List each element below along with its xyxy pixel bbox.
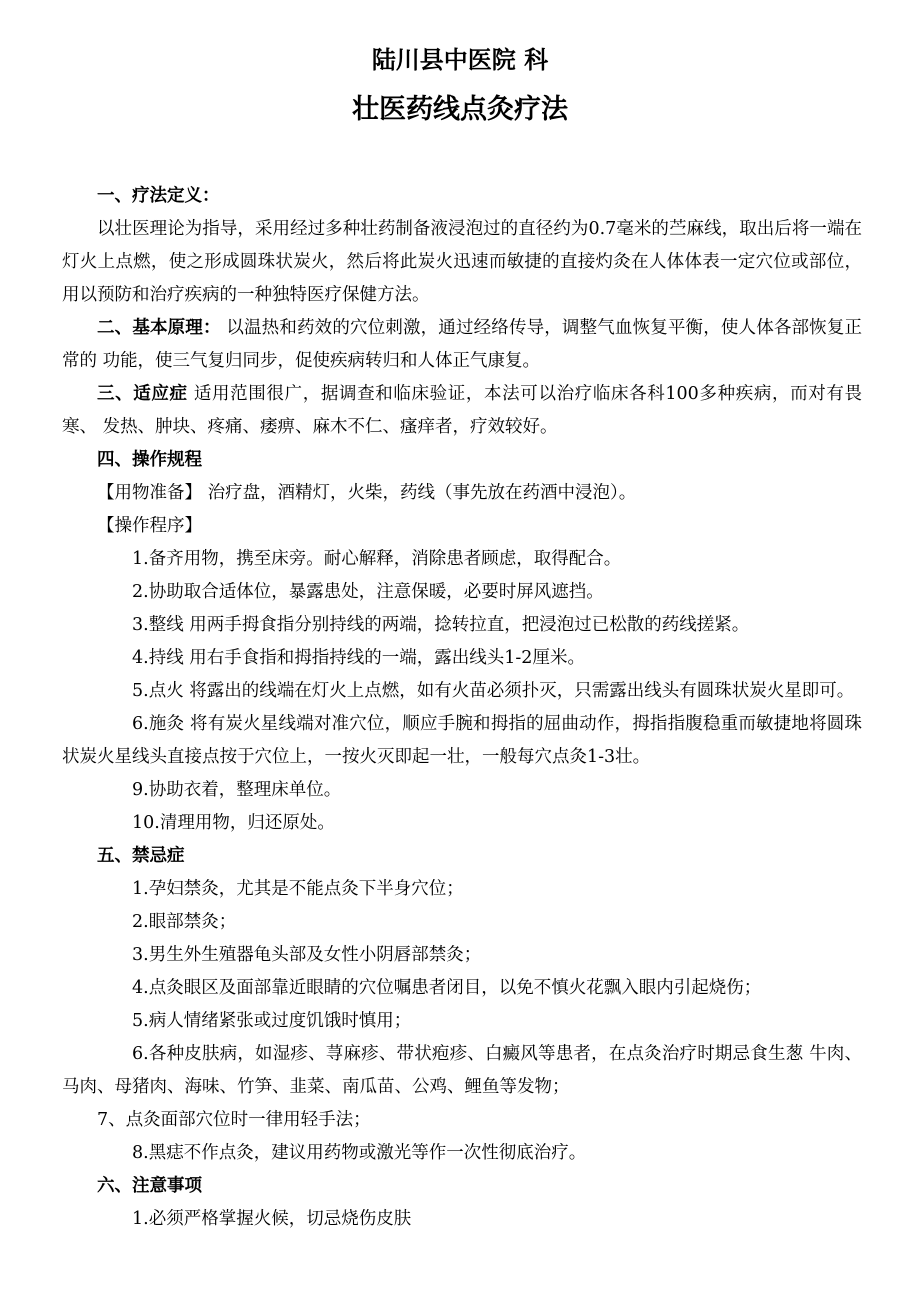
step-number: 6. <box>132 714 149 734</box>
step-number: 1. <box>132 549 149 569</box>
list-item <box>62 873 862 906</box>
item-text: 各种皮肤病，如湿疹、荨麻疹、带状疱疹、白癜风等患者，在点灸治疗时期忌食生葱 牛肉、马肉、母猪肉、海味、竹笋、韭菜、南瓜苗、公鸡、鲤鱼等发物； <box>62 1044 862 1097</box>
section-heading-procedure: 四、操作规程 <box>97 450 202 470</box>
materials-text: 治疗盘，酒精灯，火柴，药线（事先放在药酒中浸泡）。 <box>202 483 637 503</box>
hospital-title: 陆川县中医院 科 <box>371 46 549 74</box>
list-item <box>62 1137 862 1170</box>
list-item <box>62 774 862 807</box>
principle-paragraph <box>62 312 862 378</box>
list-item <box>62 1203 862 1236</box>
list-item <box>62 609 862 642</box>
materials-label: 【用物准备】 <box>97 483 202 503</box>
list-item <box>62 1104 862 1137</box>
item-text: 病人情绪紧张或过度饥饿时慎用； <box>148 1011 412 1031</box>
page-title: 壮医药线点灸疗法 <box>352 94 568 125</box>
item-text: 点灸面部穴位时一律用轻手法； <box>125 1110 371 1130</box>
step-number: 4. <box>132 648 149 668</box>
list-item <box>62 1005 862 1038</box>
indications-paragraph <box>62 378 862 444</box>
list-item <box>62 1038 862 1104</box>
step-number: 3. <box>132 615 149 635</box>
list-item <box>62 708 862 774</box>
list-item <box>62 807 862 840</box>
item-number: 4. <box>132 978 149 998</box>
item-number: 3. <box>132 945 149 965</box>
step-text: 整线 用两手拇食指分别持线的两端，捻转拉直，把浸泡过已松散的药线搓紧。 <box>148 615 750 635</box>
list-item <box>62 939 862 972</box>
section-heading-principle: 二、基本原理： <box>97 318 221 338</box>
step-text: 清理用物，归还原处。 <box>159 813 335 833</box>
item-number: 5. <box>132 1011 149 1031</box>
procedure-label: 【操作程序】 <box>97 516 202 536</box>
materials-paragraph <box>62 477 862 510</box>
section-heading-indications: 三、适应症 <box>97 384 188 404</box>
principle-text: 以温热和药效的穴位刺激，通过经络传导，调整气血恢复平衡，使人体各部恢复正常的 功能，使三气复归同步，促使疾病转归和人体正气康复。 <box>62 318 863 371</box>
item-text: 必须严格掌握火候，切忌烧伤皮肤 <box>148 1209 412 1229</box>
item-number: 2. <box>132 912 149 932</box>
item-number: 7、 <box>97 1110 126 1130</box>
document-body <box>62 180 862 1236</box>
step-text: 备齐用物，携至床旁。耐心解释，消除患者顾虑，取得配合。 <box>148 549 622 569</box>
step-number: 9. <box>132 780 149 800</box>
definition-paragraph: 以壮医理论为指导，采用经过多种壮药制备液浸泡过的直径约为0.7毫米的苎麻线，取出后将一端在灯火上点燃，使之形成圆珠状炭火，然后将此炭火迅速而敏捷的直接灼灸在人体体表一定穴位或部位，用以预防和治疗疾病的一种独特医疗保健方法。 <box>62 219 862 305</box>
item-number: 1. <box>132 879 149 899</box>
item-text: 黑痣不作点灸，建议用药物或激光等作一次性彻底治疗。 <box>148 1143 587 1163</box>
indications-text: 适用范围很广，据调查和临床验证，本法可以治疗临床各科100多种疾病，而对有畏寒、 发热、肿块、疼痛、痿痹、麻木不仁、瘙痒者，疗效较好。 <box>62 384 863 437</box>
item-text: 眼部禁灸； <box>148 912 237 932</box>
list-item <box>62 675 862 708</box>
step-text: 持线 用右手食指和拇指持线的一端，露出线头1-2厘米。 <box>148 648 585 668</box>
step-number: 10. <box>132 813 160 833</box>
step-text: 施灸 将有炭火星线端对准穴位，顺应手腕和拇指的屈曲动作，拇指指腹稳重而敏捷地将圆珠状炭火星线头直接点按于穴位上，一按火灭即起一壮，一般每穴点灸1-3壮。 <box>62 714 862 767</box>
item-number: 1. <box>132 1209 149 1229</box>
list-item <box>62 543 862 576</box>
item-text: 点灸眼区及面部靠近眼睛的穴位嘱患者闭目，以免不慎火花飘入眼内引起烧伤； <box>148 978 762 998</box>
item-text: 男生外生殖器龟头部及女性小阴唇部禁灸； <box>148 945 482 965</box>
list-item <box>62 972 862 1005</box>
item-text: 孕妇禁灸，尤其是不能点灸下半身穴位； <box>148 879 464 899</box>
list-item <box>62 642 862 675</box>
step-text: 协助衣着，整理床单位。 <box>148 780 342 800</box>
step-number: 5. <box>132 681 149 701</box>
step-text: 协助取合适体位，暴露患处，注意保暖，必要时屏风遮挡。 <box>148 582 604 602</box>
section-heading-notes: 六、注意事项 <box>97 1176 202 1196</box>
step-number: 2. <box>132 582 149 602</box>
section-heading-contraindications: 五、禁忌症 <box>97 846 185 866</box>
section-heading-definition: 一、疗法定义： <box>97 186 220 206</box>
item-number: 8. <box>132 1143 149 1163</box>
list-item <box>62 906 862 939</box>
item-number: 6. <box>132 1044 149 1064</box>
list-item <box>62 576 862 609</box>
step-text: 点火 将露出的线端在灯火上点燃，如有火苗必须扑灭，只需露出线头有圆珠状炭火星即可。 <box>148 681 855 701</box>
